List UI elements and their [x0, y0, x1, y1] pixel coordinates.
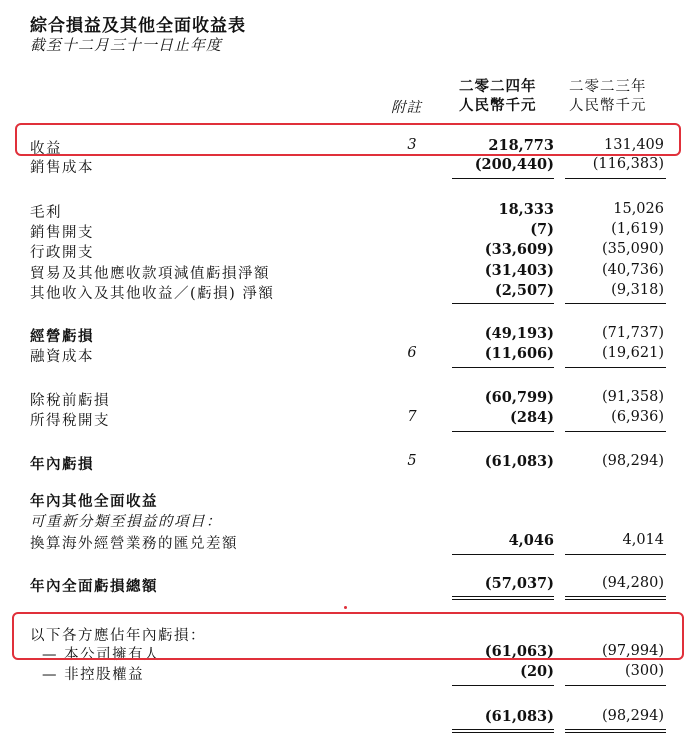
row-label: 年內全面虧損總額 [30, 578, 158, 595]
subtotal-line [565, 367, 666, 368]
row-value-2023: (9,318) [611, 282, 664, 298]
row-label: 銷售開支 [30, 225, 94, 241]
statement-subtitle: 截至十二月三十一日止年度 [30, 36, 223, 54]
highlight-box-revenue [15, 123, 681, 156]
subtotal-line [452, 685, 554, 686]
table-row [0, 510, 700, 530]
row-label: 經營虧損 [30, 328, 94, 345]
row-value-2024: (61,063) [484, 643, 554, 660]
row-value-2023: (19,621) [601, 345, 664, 361]
annotation-mark [344, 606, 347, 609]
row-value-2023: (98,294) [601, 708, 664, 724]
row-value-2023: (71,737) [601, 325, 664, 341]
table-row [0, 325, 700, 345]
row-value-2024: (11,606) [484, 345, 554, 362]
row-value-2023: (6,936) [611, 409, 664, 425]
row-value-2023: (300) [625, 663, 664, 679]
row-label: 銷售成本 [30, 160, 94, 176]
row-label: 換算海外經營業務的匯兑差額 [30, 536, 238, 552]
row-value-2023: (1,619) [611, 221, 664, 237]
table-row [0, 409, 700, 429]
header-2023-year: 二零二三年 [569, 79, 647, 95]
row-label: 其他收入及其他收益／(虧損) 淨額 [30, 286, 275, 302]
row-value-2024: (200,440) [474, 156, 554, 173]
row-value-2024: (33,609) [484, 241, 554, 258]
table-row [0, 282, 700, 302]
row-label: 毛利 [30, 205, 62, 221]
row-label: 行政開支 [30, 245, 94, 261]
row-value-2024: (57,037) [484, 575, 554, 592]
header-2023-unit: 人民幣千元 [569, 98, 647, 114]
subtotal-line [452, 178, 554, 179]
row-label: 融資成本 [30, 349, 94, 365]
subtotal-line [452, 303, 554, 304]
row-value-2023: (97,994) [601, 643, 664, 659]
row-value-2023: (91,358) [601, 389, 664, 405]
row-value-2023: (35,090) [601, 241, 664, 257]
row-label: 可重新分類至損益的項目： [30, 514, 222, 530]
subtotal-line [565, 303, 666, 304]
header-note: 附註 [391, 100, 422, 116]
total-line [565, 732, 666, 733]
total-line [565, 599, 666, 600]
total-line [452, 599, 554, 600]
subtotal-line [565, 178, 666, 179]
row-value-2024: (49,193) [484, 325, 554, 342]
row-value-2024: (284) [510, 409, 554, 426]
row-label: 除稅前虧損 [30, 393, 110, 409]
row-value-2024: (2,507) [494, 282, 554, 299]
row-label: 收益 [30, 141, 62, 157]
row-label: 以下各方應佔年內虧損： [30, 628, 206, 644]
row-value-2024: 18,333 [498, 201, 554, 218]
table-row [0, 221, 700, 241]
row-value-2024: (7) [530, 221, 554, 238]
table-row [0, 708, 700, 728]
row-value-2023: (98,294) [601, 453, 664, 469]
table-row [0, 156, 700, 176]
table-row [0, 345, 700, 365]
row-value-2023: (116,383) [592, 156, 664, 172]
total-line [565, 729, 666, 730]
row-label: — 本公司擁有人 [42, 647, 161, 663]
row-value-2024: (61,083) [484, 453, 554, 470]
row-value-2024: (60,799) [484, 389, 554, 406]
table-row [0, 389, 700, 409]
row-label: 貿易及其他應收款項減值虧損淨額 [30, 266, 270, 282]
total-line [565, 596, 666, 597]
row-value-2023: 4,014 [622, 532, 664, 548]
subtotal-line [565, 431, 666, 432]
row-value-2023: (40,736) [601, 262, 664, 278]
row-value-2023: 15,026 [613, 201, 664, 217]
row-label: — 非控股權益 [42, 667, 145, 683]
total-line [452, 729, 554, 730]
subtotal-line [452, 431, 554, 432]
row-note: 6 [407, 345, 417, 361]
table-row [0, 663, 700, 683]
row-value-2024: (31,403) [484, 262, 554, 279]
highlight-box-attributable [12, 612, 684, 660]
row-value-2023: 131,409 [604, 137, 664, 153]
row-label: 所得稅開支 [30, 413, 110, 429]
table-row [0, 453, 700, 473]
table-row [0, 241, 700, 261]
table-row [0, 575, 700, 595]
row-label: 年內其他全面收益 [30, 493, 158, 510]
header-2024-year: 二零二四年 [459, 78, 537, 95]
row-value-2024: (20) [520, 663, 554, 680]
subtotal-line [565, 554, 666, 555]
subtotal-line [565, 685, 666, 686]
row-value-2024: 218,773 [488, 137, 554, 154]
statement-title: 綜合損益及其他全面收益表 [30, 16, 246, 36]
table-row [0, 490, 700, 510]
subtotal-line [452, 367, 554, 368]
table-row [0, 201, 700, 221]
row-note: 7 [407, 409, 417, 425]
table-row [0, 532, 700, 552]
row-value-2024: (61,083) [484, 708, 554, 725]
row-value-2024: 4,046 [508, 532, 554, 549]
row-note: 3 [407, 137, 417, 153]
table-row [0, 262, 700, 282]
total-line [452, 732, 554, 733]
row-value-2023: (94,280) [601, 575, 664, 591]
row-note: 5 [407, 453, 417, 469]
row-label: 年內虧損 [30, 456, 94, 473]
header-2024-unit: 人民幣千元 [459, 97, 537, 114]
subtotal-line [452, 554, 554, 555]
total-line [452, 596, 554, 597]
